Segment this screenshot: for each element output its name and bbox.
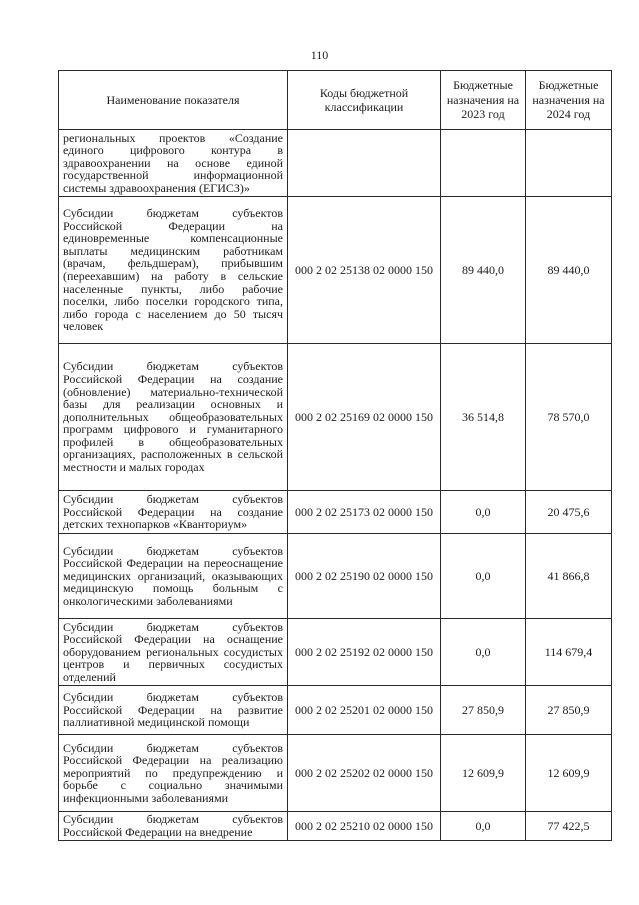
table-row — [59, 686, 612, 735]
indicator-name: Субсидии бюджетам субъектов Российской Федерации на единовременные компенсационные выплаты медицинским работникам (врачам, фельдшерам), прибывшим (переехавшим) на работу в сельские населенные пункты, либо рабочие поселки, либо поселки городского типа, либо города с населением до 50 тысяч человек — [59, 197, 288, 344]
amount-2024: 20 475,6 — [526, 491, 612, 534]
amount-2024: 41 866,8 — [526, 534, 612, 619]
budget-code: 000 2 02 25138 02 0000 150 — [288, 197, 441, 344]
budget-code: 000 2 02 25210 02 0000 150 — [288, 812, 441, 841]
amount-2024: 89 440,0 — [526, 197, 612, 344]
page-number: 110 — [310, 48, 329, 62]
amount-2024: 12 609,9 — [526, 735, 612, 812]
indicator-name: Субсидии бюджетам субъектов Российской Федерации на переоснащение медицинских организаций, оказывающих медицинскую помощь больным с онкологическими заболеваниями — [59, 534, 288, 619]
amount-2023: 0,0 — [441, 491, 526, 534]
amount-2024: 78 570,0 — [526, 344, 612, 491]
table-row — [59, 197, 612, 344]
budget-code: 000 2 02 25202 02 0000 150 — [288, 735, 441, 812]
table-header — [59, 71, 612, 130]
budget-table — [58, 70, 612, 841]
table-row — [59, 344, 612, 491]
indicator-name: Субсидии бюджетам субъектов Российской Федерации на внедрение — [59, 812, 288, 841]
indicator-name: Субсидии бюджетам субъектов Российской Федерации на создание (обновление) материально-технической базы для реализации основных и дополнительных общеобразовательных программ цифрового и гуманитарного профилей в общеобразовательных организациях, расположенных в сельской местности и малых городах — [59, 344, 288, 491]
amount-2023: 89 440,0 — [441, 197, 526, 344]
budget-code: 000 2 02 25169 02 0000 150 — [288, 344, 441, 491]
indicator-name: Субсидии бюджетам субъектов Российской Федерации на оснащение оборудованием региональных сосудистых центров и первичных сосудистых отделений — [59, 619, 288, 686]
indicator-name: региональных проектов «Создание единого цифрового контура в здравоохранении на основе единой государственной информационной системы здравоохранения (ЕГИСЗ)» — [59, 130, 288, 197]
budget-code: 000 2 02 25201 02 0000 150 — [288, 686, 441, 735]
budget-code: 000 2 02 25173 02 0000 150 — [288, 491, 441, 534]
budget-code: 000 2 02 25190 02 0000 150 — [288, 534, 441, 619]
amount-2024: 114 679,4 — [526, 619, 612, 686]
table-row — [59, 619, 612, 686]
table-row — [59, 130, 612, 197]
header-budget-2024: Бюджетные назначения на 2024 год — [526, 71, 612, 130]
amount-2023: 0,0 — [441, 619, 526, 686]
amount-2023: 12 609,9 — [441, 735, 526, 812]
amount-2023: 36 514,8 — [441, 344, 526, 491]
header-budget-codes: Коды бюджетной классификации — [288, 71, 441, 130]
budget-code: 000 2 02 25192 02 0000 150 — [288, 619, 441, 686]
amount-2023: 0,0 — [441, 812, 526, 841]
table-row — [59, 735, 612, 812]
indicator-name: Субсидии бюджетам субъектов Российской Федерации на создание детских технопарков «Кванториум» — [59, 491, 288, 534]
header-budget-2023: Бюджетные назначения на 2023 год — [441, 71, 526, 130]
amount-2024 — [526, 130, 612, 197]
amount-2024: 77 422,5 — [526, 812, 612, 841]
table-row — [59, 491, 612, 534]
table-row — [59, 534, 612, 619]
amount-2023: 0,0 — [441, 534, 526, 619]
table-row — [59, 812, 612, 841]
indicator-name: Субсидии бюджетам субъектов Российской Федерации на развитие паллиативной медицинской помощи — [59, 686, 288, 735]
amount-2023 — [441, 130, 526, 197]
amount-2023: 27 850,9 — [441, 686, 526, 735]
budget-code — [288, 130, 441, 197]
header-indicator-name: Наименование показателя — [59, 71, 288, 130]
indicator-name: Субсидии бюджетам субъектов Российской Федерации на реализацию мероприятий по предупреждению и борьбе с социально значимыми инфекционными заболеваниями — [59, 735, 288, 812]
amount-2024: 27 850,9 — [526, 686, 612, 735]
